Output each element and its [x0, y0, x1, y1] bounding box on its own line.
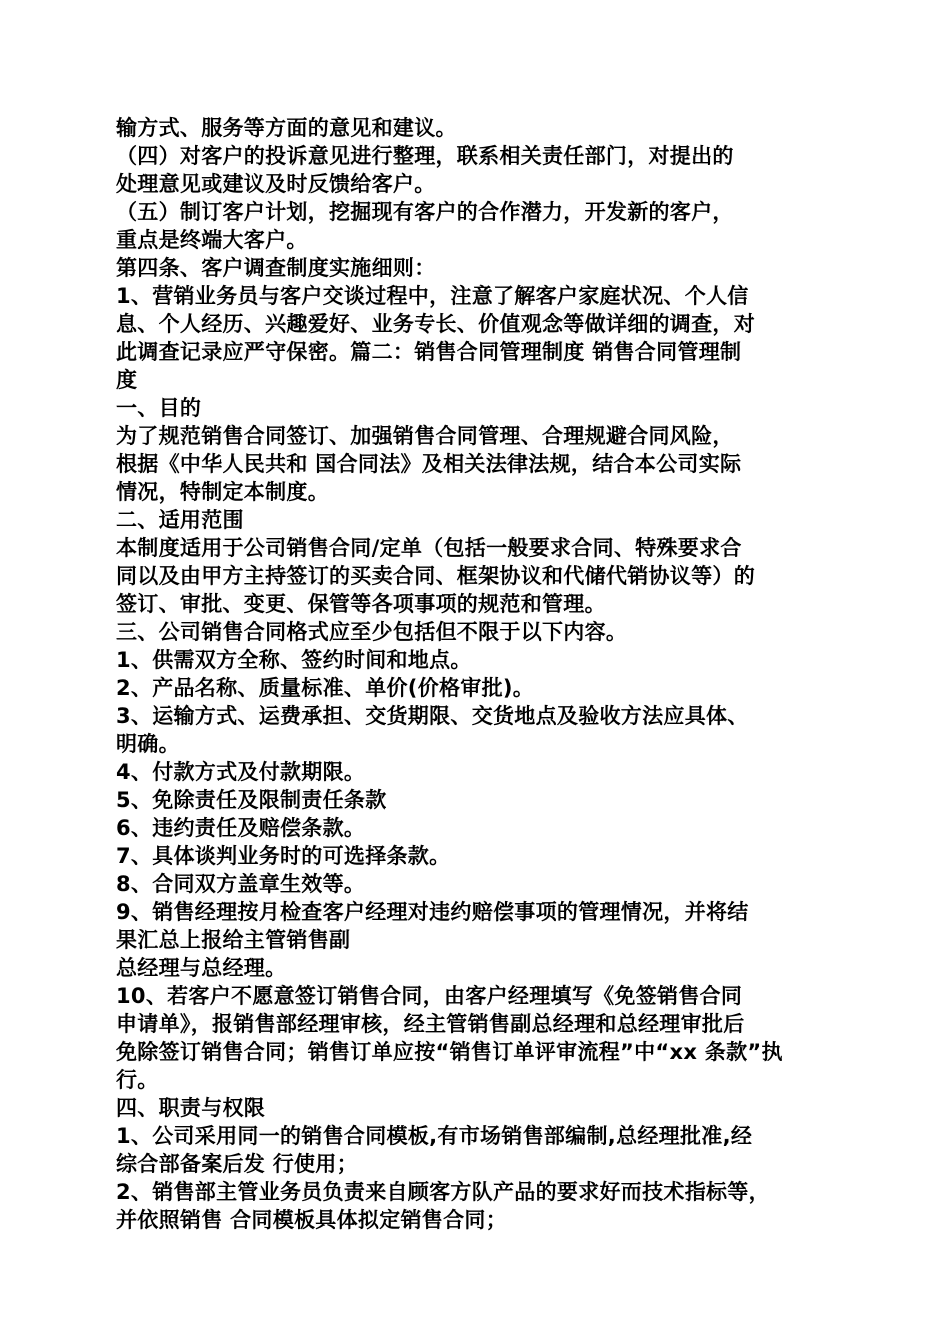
duty-item-1: 1、公司采用同一的销售合同模板,有市场销售部编制,总经理批准,经: [116, 1124, 753, 1148]
text-line-17: 同以及由甲方主持签订的买卖合同、框架协议和代储代销协议等）的: [116, 564, 755, 588]
text-line-7: 1、营销业务员与客户交谈过程中，注意了解客户家庭状况、个人信: [116, 284, 749, 308]
list-item-9-cont: 果汇总上报给主管销售副: [116, 928, 351, 952]
duty-item-2-cont: 并依照销售 合同模板具体拟定销售合同；: [116, 1208, 508, 1232]
text-line-10: 度: [116, 368, 138, 392]
text-line-1: 输方式、服务等方面的意见和建议。: [116, 116, 457, 140]
list-item-5: 5、免除责任及限制责任条款: [116, 788, 387, 812]
text-line-4: （五）制订客户计划，挖掘现有客户的合作潜力，开发新的客户，: [116, 200, 734, 224]
section-heading-contract-format: 三、公司销售合同格式应至少包括但不限于以下内容。: [116, 620, 628, 644]
text-line-12: 为了规范销售合同签订、加强销售合同管理、合理规避合同风险，: [116, 424, 734, 448]
text-line-2: （四）对客户的投诉意见进行整理，联系相关责任部门，对提出的: [116, 144, 734, 168]
list-item-10: 10、若客户不愿意签订销售合同，由客户经理填写《免签销售合同: [116, 984, 743, 1008]
duty-item-1-cont: 综合部备案后发 行使用；: [116, 1152, 358, 1176]
text-line-18: 签订、审批、变更、保管等各项事项的规范和管理。: [116, 592, 606, 616]
list-item-1: 1、供需双方全称、签约时间和地点。: [116, 648, 472, 672]
list-item-7: 7、具体谈判业务时的可选择条款。: [116, 844, 451, 868]
list-item-9-cont-2: 总经理与总经理。: [116, 956, 287, 980]
list-item-3: 3、运输方式、运费承担、交货期限、交货地点及验收方法应具体、: [116, 704, 749, 728]
list-item-9: 9、销售经理按月检查客户经理对违约赔偿事项的管理情况，并将结: [116, 900, 749, 924]
document-page: [116, 114, 842, 1234]
list-item-4: 4、付款方式及付款期限。: [116, 760, 366, 784]
section-heading-responsibilities: 四、职责与权限: [116, 1096, 266, 1120]
list-item-6: 6、违约责任及赔偿条款。: [116, 816, 366, 840]
text-line-14: 情况，特制定本制度。: [116, 480, 329, 504]
list-item-10-cont-2: 免除签订销售合同；销售订单应按“销售订单评审流程”中“xx 条款”执: [116, 1040, 783, 1064]
list-item-3-cont: 明确。: [116, 732, 180, 756]
text-line-3: 处理意见或建议及时反馈给客户。: [116, 172, 436, 196]
list-item-2: 2、产品名称、质量标准、单价(价格审批)。: [116, 676, 535, 700]
text-line-8: 息、个人经历、兴趣爱好、业务专长、价值观念等做详细的调查，对: [116, 312, 755, 336]
list-item-10-cont: 申请单》，报销售部经理审核，经主管销售副总经理和总经理审批后: [116, 1012, 745, 1036]
list-item-10-cont-3: 行。: [116, 1068, 159, 1092]
text-line-9: 此调查记录应严守保密。篇二：销售合同管理制度 销售合同管理制: [116, 340, 742, 364]
text-line-5: 重点是终端大客户。: [116, 228, 308, 252]
list-item-8: 8、合同双方盖章生效等。: [116, 872, 366, 896]
section-heading-purpose: 一、目的: [116, 396, 202, 420]
duty-item-2: 2、销售部主管业务员负责来自顾客方队产品的要求好而技术指标等，: [116, 1180, 770, 1204]
section-heading-article-4: 第四条、客户调查制度实施细则：: [116, 256, 436, 280]
text-line-16: 本制度适用于公司销售合同/定单（包括一般要求合同、特殊要求合: [116, 536, 742, 560]
text-line-13: 根据《中华人民共和 国合同法》及相关法律法规，结合本公司实际: [116, 452, 742, 476]
section-heading-scope: 二、适用范围: [116, 508, 244, 532]
